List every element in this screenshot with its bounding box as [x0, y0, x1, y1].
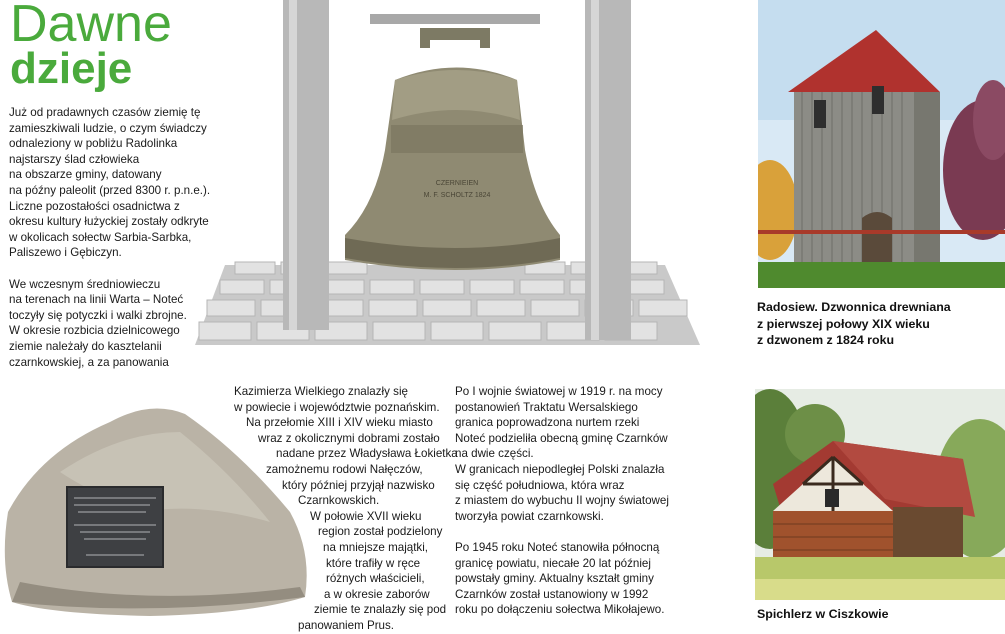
text-line: najstarszy ślad człowieka [9, 152, 140, 166]
text-line: granica poprowadzona nurtem rzeki [455, 416, 640, 430]
text-line: toczyły się potyczki i walki zbrojne. [9, 308, 187, 322]
text-line: We wczesnym średniowieczu [9, 277, 161, 291]
title-line-2: dzieje [10, 44, 133, 93]
text-line: postanowień Traktatu Wersalskiego [455, 400, 638, 414]
text-line: Po 1945 roku Noteć stanowiła północną [455, 540, 660, 554]
text-line: W granicach niepodległej Polski znalazła [455, 462, 665, 476]
text-line: Liczne pozostałości osadnictwa z [9, 199, 180, 213]
belfry-photo [758, 0, 1005, 288]
text-line: Noteć podzieliła obecną gminę Czarnków [455, 431, 668, 445]
text-line: roku po dołączeniu sołectwa Mikołajewo. [455, 603, 665, 617]
text-line: nadane przez Władysława Łokietka [276, 447, 458, 461]
text-line: W okresie rozbicia dzielnicowego [9, 324, 180, 338]
text-line: ziemie te znalazły się pod [314, 603, 447, 617]
text-line: różnych właścicieli, [326, 572, 425, 586]
text-column-1 [9, 105, 210, 370]
caption-line: z dzwonem z 1824 roku [757, 333, 895, 347]
text-line: na terenach na linii Warta – Noteć [9, 293, 184, 307]
belfry-caption [757, 299, 951, 349]
text-line: region został podzielony [318, 525, 443, 539]
text-line: Paliszewo i Gębiczyn. [9, 246, 122, 260]
text-line: na późny paleolit (przed 8300 r. p.n.e.). [9, 183, 211, 197]
text-line: czarnkowskiej, a za panowania [9, 355, 169, 369]
text-line: Czarnków został ustanowiony w 1992 [455, 587, 649, 601]
text-line: odnaleziony w pobliżu Radolinka [9, 137, 178, 151]
text-line: ziemie należały do kasztelanii [9, 339, 162, 353]
text-line: w okolicach sołectw Sarbia-Sarbka, [9, 230, 192, 244]
text-column-3 [455, 384, 669, 618]
text-line: tworzyła powiat czarnkowski. [455, 509, 604, 523]
text-line: powstały gminy. Aktualny kształt gminy [455, 572, 654, 586]
text-line: Już od pradawnych czasów ziemię tę [9, 106, 201, 119]
text-line: granicę powiatu, niecałe 20 lat później [455, 556, 651, 570]
title-line-1: Dawne [10, 0, 172, 53]
caption-line: z pierwszej połowy XIX wieku [757, 316, 930, 331]
text-line [455, 524, 669, 540]
svg-text:M. F. SCHOLTZ 1824: M. F. SCHOLTZ 1824 [423, 192, 491, 199]
text-line: okresu kultury łużyckiej zostały odkryte [9, 215, 209, 229]
text-line: a w okresie zaborów [324, 587, 430, 601]
text-line: Po I wojnie światowej w 1919 r. na mocy [455, 385, 663, 398]
text-line: na dwie części. [455, 447, 534, 461]
text-line: w powiecie i województwie poznańskim. [234, 400, 440, 414]
svg-text:CZERNIEIEN: CZERNIEIEN [435, 180, 479, 187]
bell-photo [195, 0, 710, 360]
text-line: W połowie XVII wieku [310, 509, 422, 523]
caption-line: Radosiew. Dzwonnica drewniana [757, 300, 951, 314]
text-line: na obszarze gminy, datowany [9, 168, 162, 182]
text-line: które trafiły w ręce [326, 556, 421, 570]
text-line [9, 261, 210, 277]
text-line: zamożnemu rodowi Nałęczów, [266, 462, 423, 476]
text-line: panowaniem Prus. [298, 618, 395, 632]
text-line: na mniejsze majątki, [323, 540, 429, 554]
text-line: się część południowa, która wraz [455, 478, 625, 492]
granary-photo [755, 389, 1005, 600]
text-line: z miastem do wybuchu II wojny światowej [455, 494, 669, 508]
text-line: wraz z okolicznymi dobrami zostało [258, 431, 440, 445]
text-line: zamieszkiwali ludzie, o czym świadczy [9, 121, 207, 135]
text-column-2 [226, 384, 458, 634]
granary-caption: Spichlerz w Ciszkowie [757, 607, 889, 621]
text-line: Kazimierza Wielkiego znalazły się [234, 385, 408, 398]
text-line: Na przełomie XIII i XIV wieku miasto [246, 416, 433, 430]
text-line: który później przyjął nazwisko [282, 478, 435, 492]
text-line: Czarnkowskich. [298, 494, 380, 508]
